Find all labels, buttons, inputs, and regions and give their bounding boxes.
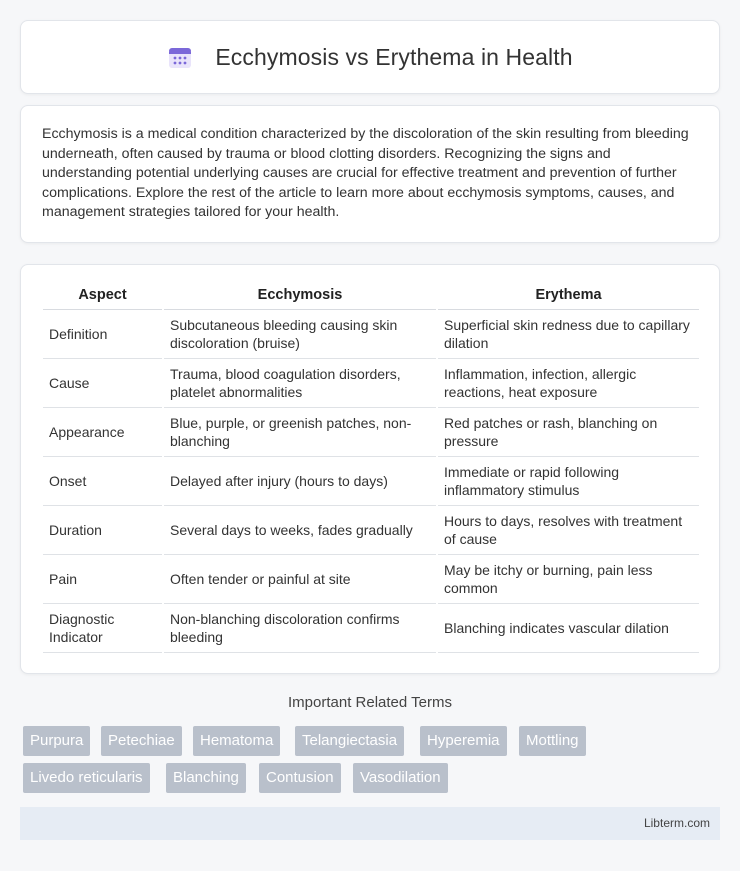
table-row	[43, 603, 699, 652]
related-term-tag[interactable]: Livedo reticularis	[23, 763, 150, 793]
title-card	[20, 20, 720, 94]
table-cell: Red patches or rash, blanching on pressure	[437, 407, 699, 456]
table-cell: Definition	[43, 309, 163, 358]
column-header: Aspect	[43, 287, 163, 309]
table-cell: May be itchy or burning, pain less common	[437, 554, 699, 603]
table-cell: Superficial skin redness due to capillary dilation	[437, 309, 699, 358]
table-row	[43, 407, 699, 456]
table-cell: Duration	[43, 505, 163, 554]
related-term-tag[interactable]: Purpura	[23, 726, 90, 756]
related-term-tag[interactable]: Contusion	[259, 763, 341, 793]
footer	[20, 807, 720, 840]
table-cell: Onset	[43, 456, 163, 505]
column-header: Erythema	[437, 287, 699, 309]
related-term-tag[interactable]: Petechiae	[101, 726, 182, 756]
related-terms-heading: Important Related Terms	[288, 694, 452, 711]
table-cell: Inflammation, infection, allergic reactions, heat exposure	[437, 358, 699, 407]
table-row	[43, 456, 699, 505]
intro-text: Ecchymosis is a medical condition characterized by the discoloration of the skin resulting from bleeding underneath, often caused by trauma or blood clotting disorders. Recognizing the signs and understanding potential underlying causes are crucial for effective treatment and prevention of further complications. Explore the rest of the article to learn more about ecchymosis symptoms, causes, and management strategies tailored for your health.	[42, 126, 689, 221]
table-cell: Trauma, blood coagulation disorders, platelet abnormalities	[163, 358, 437, 407]
table-cell: Blanching indicates vascular dilation	[437, 603, 699, 652]
table-cell: Often tender or painful at site	[163, 554, 437, 603]
comparison-table-card	[20, 264, 720, 674]
table-cell: Appearance	[43, 407, 163, 456]
related-term-tag[interactable]: Hematoma	[193, 726, 280, 756]
calendar-icon	[167, 44, 193, 70]
intro-card	[20, 105, 720, 243]
table-cell: Several days to weeks, fades gradually	[163, 505, 437, 554]
table-row	[43, 309, 699, 358]
related-term-tag[interactable]: Mottling	[519, 726, 586, 756]
comparison-table	[43, 287, 699, 653]
table-row	[43, 505, 699, 554]
table-cell: Hours to days, resolves with treatment of cause	[437, 505, 699, 554]
footer-site-link[interactable]: Libterm.com	[643, 816, 710, 830]
related-term-tag[interactable]: Telangiectasia	[295, 726, 404, 756]
table-cell: Non-blanching discoloration confirms bleeding	[163, 603, 437, 652]
table-cell: Diagnostic Indicator	[43, 603, 163, 652]
table-row	[43, 358, 699, 407]
table-cell: Immediate or rapid following inflammatory stimulus	[437, 456, 699, 505]
table-cell: Blue, purple, or greenish patches, non-blanching	[163, 407, 437, 456]
related-term-tag[interactable]: Blanching	[166, 763, 246, 793]
table-cell: Subcutaneous bleeding causing skin discoloration (bruise)	[163, 309, 437, 358]
column-header: Ecchymosis	[163, 287, 437, 309]
table-cell: Cause	[43, 358, 163, 407]
page-title: Ecchymosis vs Erythema in Health	[215, 43, 573, 70]
table-cell: Delayed after injury (hours to days)	[163, 456, 437, 505]
table-header-row	[43, 287, 699, 309]
related-term-tag[interactable]: Vasodilation	[353, 763, 448, 793]
table-row	[43, 554, 699, 603]
table-cell: Pain	[43, 554, 163, 603]
related-term-tag[interactable]: Hyperemia	[420, 726, 507, 756]
